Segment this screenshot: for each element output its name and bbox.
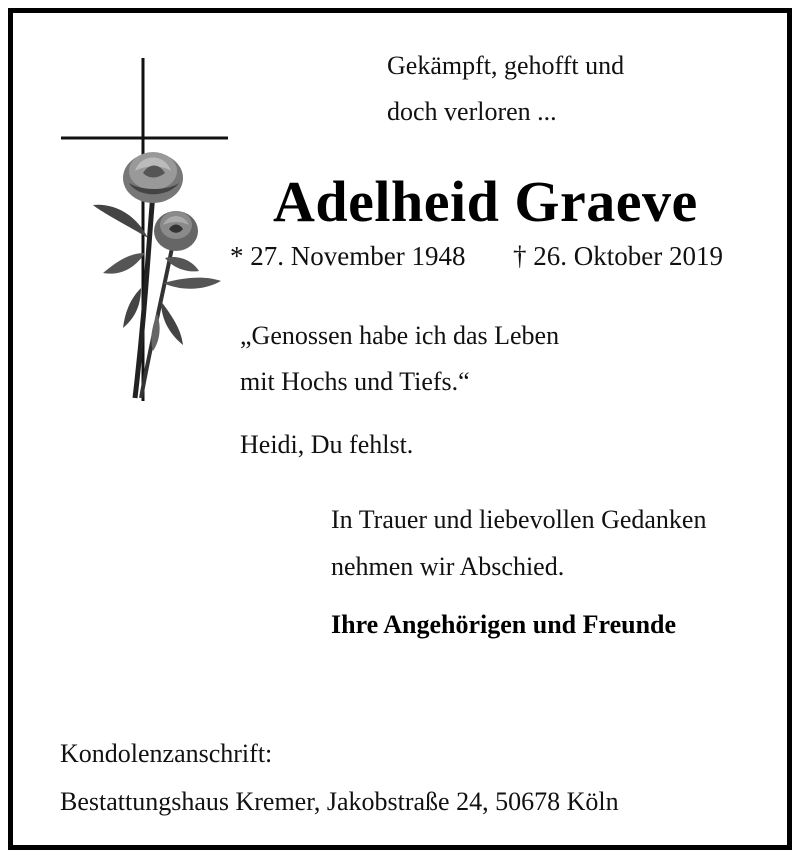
condolence-address: Bestattungshaus Kremer, Jakobstraße 24, 50678 Köln <box>60 787 619 816</box>
quote-line-2: mit Hochs und Tiefs.“ <box>240 367 470 396</box>
deceased-name: Adelheid Graeve <box>273 169 698 234</box>
obituary-frame <box>8 8 792 850</box>
mourning-line-1: In Trauer und liebevollen Gedanken <box>331 505 707 534</box>
condolence-label: Kondolenzanschrift: <box>60 739 273 768</box>
death-date: † 26. Oktober 2019 <box>513 241 723 271</box>
birth-date: * 27. November 1948 <box>230 241 466 271</box>
motto-line-1: Gekämpft, gehofft und <box>387 51 625 80</box>
quote-line-1: „Genossen habe ich das Leben <box>240 321 560 350</box>
cross-with-roses-icon <box>53 53 233 403</box>
personal-note: Heidi, Du fehlst. <box>240 430 414 459</box>
motto-line-2: doch verloren ... <box>387 97 557 126</box>
signature: Ihre Angehörigen und Freunde <box>331 610 677 639</box>
mourning-line-2: nehmen wir Abschied. <box>331 552 565 581</box>
